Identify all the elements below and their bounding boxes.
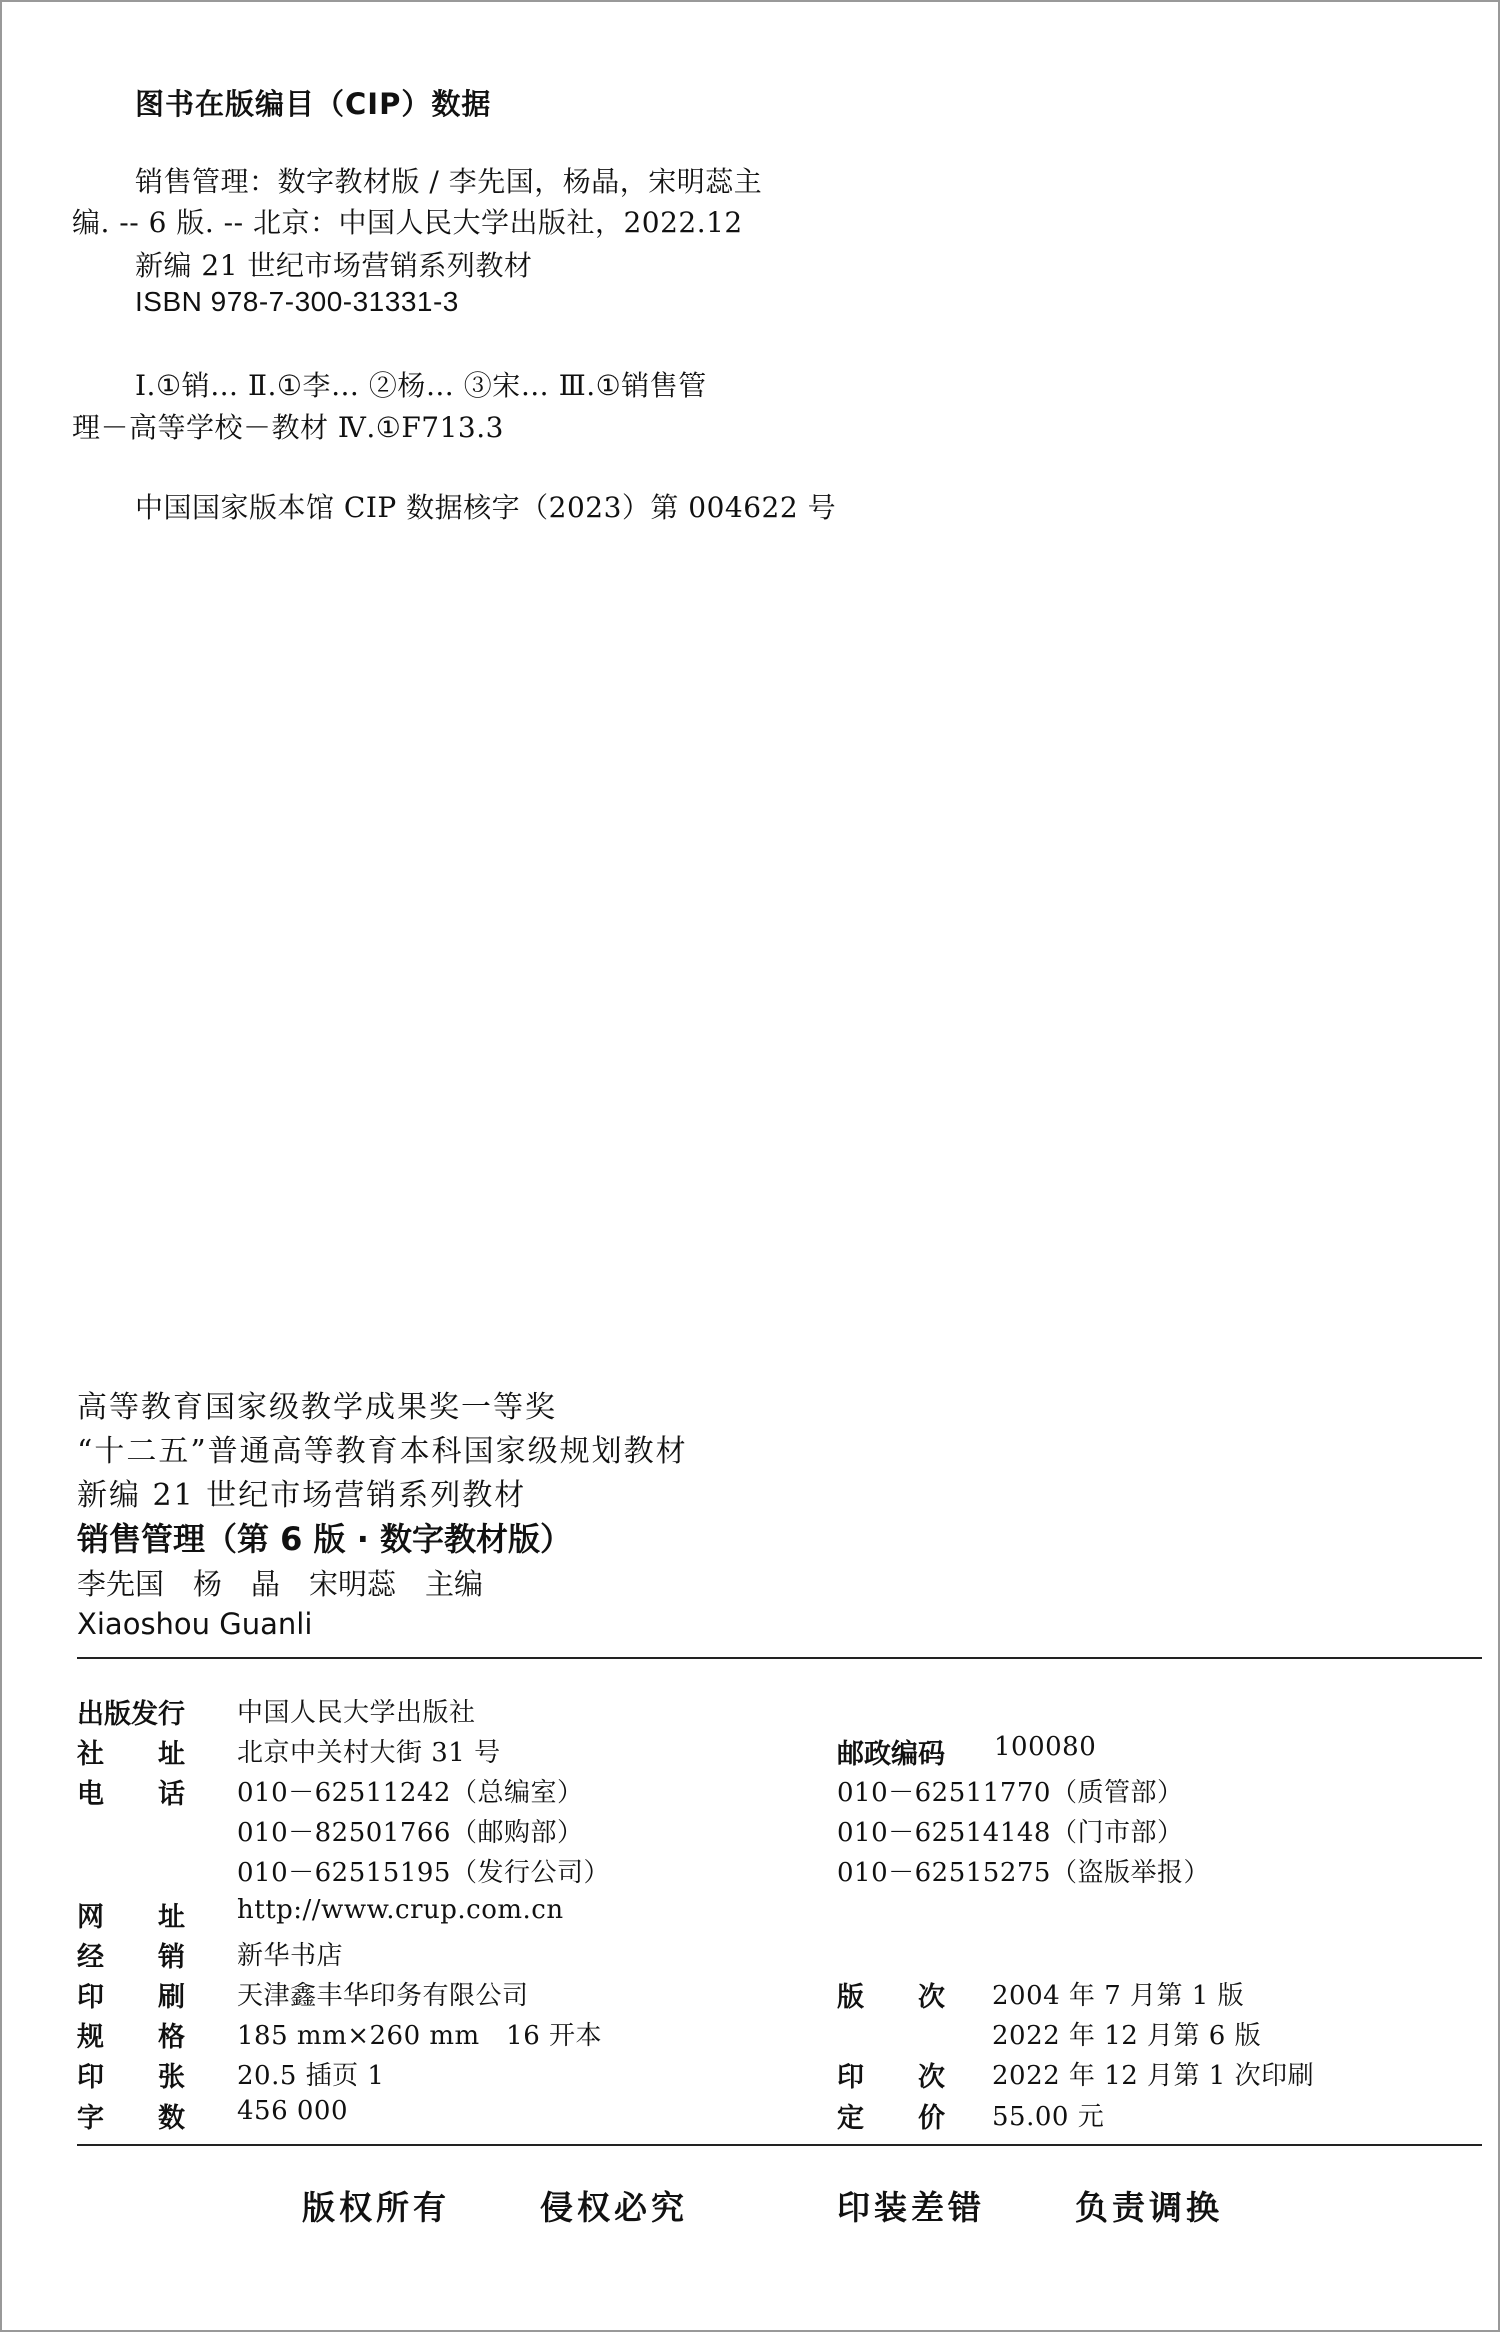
website-value: http://www.crup.com.cn [237, 1895, 564, 1925]
cip-entry-line2: 编. -- 6 版. -- 北京：中国人民大学出版社，2022.12 [72, 206, 743, 239]
cip-isbn: ISBN 978-7-300-31331-3 [135, 286, 459, 317]
website-label: 网 址 [77, 1902, 185, 1933]
word-count-value: 456 000 [237, 2096, 349, 2126]
footer-exchange: 负责调换 [1075, 2188, 1223, 2227]
price-label: 定 价 [837, 2103, 945, 2134]
cip-classification-line1: Ⅰ.①销… Ⅱ.①李… ②杨… ③宋… Ⅲ.①销售管 [135, 369, 707, 402]
top-divider [77, 1657, 1482, 1659]
award-line: 高等教育国家级教学成果奖一等奖 [77, 1390, 557, 1425]
publisher-label: 出版发行 [77, 1699, 185, 1730]
printer-label: 印 刷 [77, 1982, 185, 2013]
footer-print-error: 印装差错 [837, 2188, 985, 2227]
spec-value: 185 mm×260 mm 16 开本 [237, 2021, 603, 2051]
cip-catalog-number: 中国国家版本馆 CIP 数据核字（2023）第 004622 号 [135, 491, 837, 524]
address-label: 社 址 [77, 1739, 185, 1770]
printing-value: 2022 年 12 月第 1 次印刷 [992, 2061, 1315, 2091]
publisher-value: 中国人民大学出版社 [237, 1698, 476, 1728]
phone-label: 电 话 [77, 1779, 185, 1810]
footer-copyright: 版权所有 [302, 2188, 450, 2227]
pinyin-title: Xiaoshou Guanli [77, 1607, 313, 1641]
price-value: 55.00 元 [992, 2102, 1105, 2132]
distributor-label: 经 销 [77, 1942, 185, 1973]
edition-value-2: 2022 年 12 月第 6 版 [992, 2021, 1262, 2051]
phone-left-3: 010－62515195（发行公司） [237, 1858, 610, 1888]
printer-value: 天津鑫丰华印务有限公司 [237, 1981, 529, 2011]
postcode-label: 邮政编码 [837, 1739, 945, 1770]
cip-series: 新编 21 世纪市场营销系列教材 [135, 249, 533, 282]
book-title: 销售管理（第 6 版 · 数字教材版） [77, 1520, 572, 1558]
cip-title: 图书在版编目（CIP）数据 [135, 87, 492, 121]
bottom-divider [77, 2144, 1482, 2146]
phone-right-2: 010－62514148（门市部） [837, 1818, 1184, 1848]
phone-left-2: 010－82501766（邮购部） [237, 1818, 584, 1848]
cip-entry-line1: 销售管理：数字教材版 / 李先国，杨晶，宋明蕊主 [135, 165, 763, 198]
footer-infringement: 侵权必究 [540, 2188, 688, 2227]
spec-label: 规 格 [77, 2022, 185, 2053]
address-value: 北京中关村大街 31 号 [237, 1738, 501, 1768]
series-line: 新编 21 世纪市场营销系列教材 [77, 1478, 527, 1513]
word-count-label: 字 数 [77, 2103, 185, 2134]
phone-right-3: 010－62515275（盗版举报） [837, 1858, 1210, 1888]
edition-label: 版 次 [837, 1982, 945, 2013]
printing-label: 印 次 [837, 2062, 945, 2093]
edition-value-1: 2004 年 7 月第 1 版 [992, 1981, 1245, 2011]
phone-left-1: 010－62511242（总编室） [237, 1778, 584, 1808]
postcode-value: 100080 [994, 1732, 1097, 1762]
sheets-value: 20.5 插页 1 [237, 2061, 385, 2091]
authors: 李先国 杨 晶 宋明蕊 主编 [77, 1567, 484, 1601]
cip-classification-line2: 理－高等学校－教材 Ⅳ.①F713.3 [72, 411, 504, 444]
sheets-label: 印 张 [77, 2062, 185, 2093]
phone-right-1: 010－62511770（质管部） [837, 1778, 1184, 1808]
distributor-value: 新华书店 [237, 1941, 344, 1971]
plan-line: “十二五”普通高等教育本科国家级规划教材 [77, 1434, 688, 1469]
